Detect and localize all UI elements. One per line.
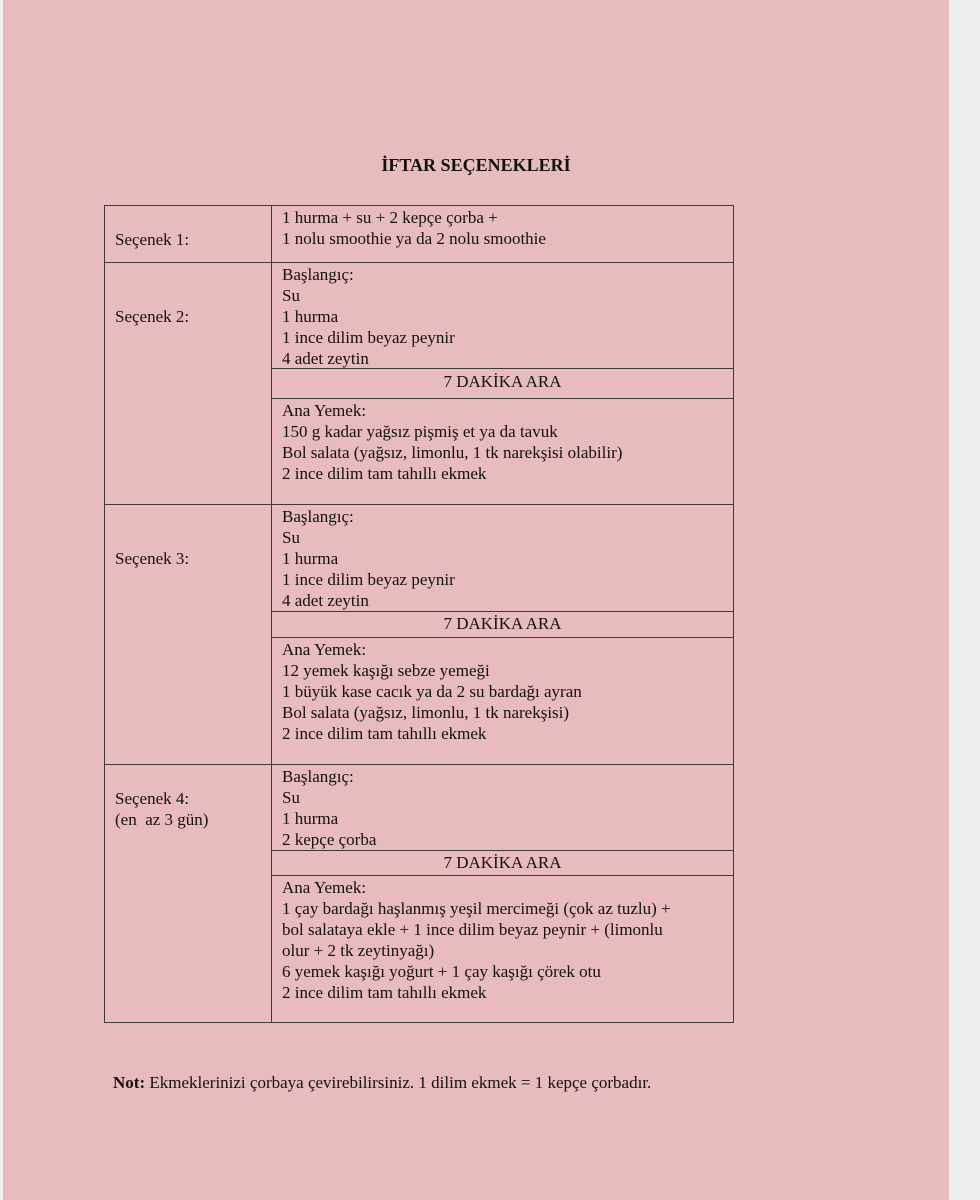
option-label: Seçenek 3: xyxy=(115,549,190,568)
document-page xyxy=(3,0,949,1200)
starter-line: Su xyxy=(282,528,300,547)
break-label: 7 DAKİKA ARA xyxy=(443,853,562,872)
starter-line: Başlangıç: xyxy=(282,767,354,786)
starter-line: Başlangıç: xyxy=(282,507,354,526)
starter-line: 1 ince dilim beyaz peynir xyxy=(282,328,455,347)
main-line: 12 yemek kaşığı sebze yemeği xyxy=(282,661,490,680)
page-title: İFTAR SEÇENEKLERİ xyxy=(381,155,571,175)
main-line: Bol salata (yağsız, limonlu, 1 tk narekşisi) xyxy=(282,703,570,722)
sub-divider xyxy=(271,875,733,876)
starter-line: Su xyxy=(282,286,300,305)
main-line: Ana Yemek: xyxy=(282,401,367,420)
break-label: 7 DAKİKA ARA xyxy=(443,614,562,633)
option-content-line: 1 nolu smoothie ya da 2 nolu smoothie xyxy=(282,229,546,248)
starter-line: 4 adet zeytin xyxy=(282,591,369,610)
main-line: Ana Yemek: xyxy=(282,878,367,897)
page-edge-margin xyxy=(949,0,980,1200)
option-label: Seçenek 2: xyxy=(115,307,190,326)
row-divider xyxy=(105,262,733,263)
row-divider xyxy=(105,504,733,505)
starter-line: 1 hurma xyxy=(282,549,339,568)
row-divider xyxy=(105,764,733,765)
option-label: Seçenek 1: xyxy=(115,230,190,249)
option-content-line: 1 hurma + su + 2 kepçe çorba + xyxy=(282,208,498,227)
iftar-options-table xyxy=(104,205,734,1023)
main-line: 150 g kadar yağsız pişmiş et ya da tavuk xyxy=(282,422,558,441)
option-sublabel: (en az 3 gün) xyxy=(115,810,209,829)
footnote xyxy=(113,1073,651,1093)
main-line: 2 ince dilim tam tahıllı ekmek xyxy=(282,464,487,483)
main-line: olur + 2 tk zeytinyağı) xyxy=(282,941,435,960)
main-line: Bol salata (yağsız, limonlu, 1 tk narekşisi olabilir) xyxy=(282,443,623,462)
starter-line: 2 kepçe çorba xyxy=(282,830,377,849)
note-text: Ekmeklerinizi çorbaya çevirebilirsiniz. 1 dilim ekmek = 1 kepçe çorbadır. xyxy=(145,1073,652,1092)
note-label: Not: xyxy=(113,1073,146,1092)
option-label: Seçenek 4: xyxy=(115,789,190,808)
starter-line: Su xyxy=(282,788,300,807)
starter-line: 1 hurma xyxy=(282,307,339,326)
main-line: 2 ince dilim tam tahıllı ekmek xyxy=(282,983,487,1002)
main-line: 1 çay bardağı haşlanmış yeşil mercimeği (çok az tuzlu) + xyxy=(282,899,671,918)
sub-divider xyxy=(271,637,733,638)
main-line: 1 büyük kase cacık ya da 2 su bardağı ayran xyxy=(282,682,582,701)
main-line: Ana Yemek: xyxy=(282,640,367,659)
main-line: 2 ince dilim tam tahıllı ekmek xyxy=(282,724,487,743)
break-label: 7 DAKİKA ARA xyxy=(443,372,562,391)
starter-line: 4 adet zeytin xyxy=(282,349,369,368)
main-line: bol salataya ekle + 1 ince dilim beyaz peynir + (limonlu xyxy=(282,920,663,939)
starter-line: Başlangıç: xyxy=(282,265,354,284)
main-line: 6 yemek kaşığı yoğurt + 1 çay kaşığı çörek otu xyxy=(282,962,601,981)
starter-line: 1 hurma xyxy=(282,809,339,828)
sub-divider xyxy=(271,398,733,399)
starter-line: 1 ince dilim beyaz peynir xyxy=(282,570,455,589)
